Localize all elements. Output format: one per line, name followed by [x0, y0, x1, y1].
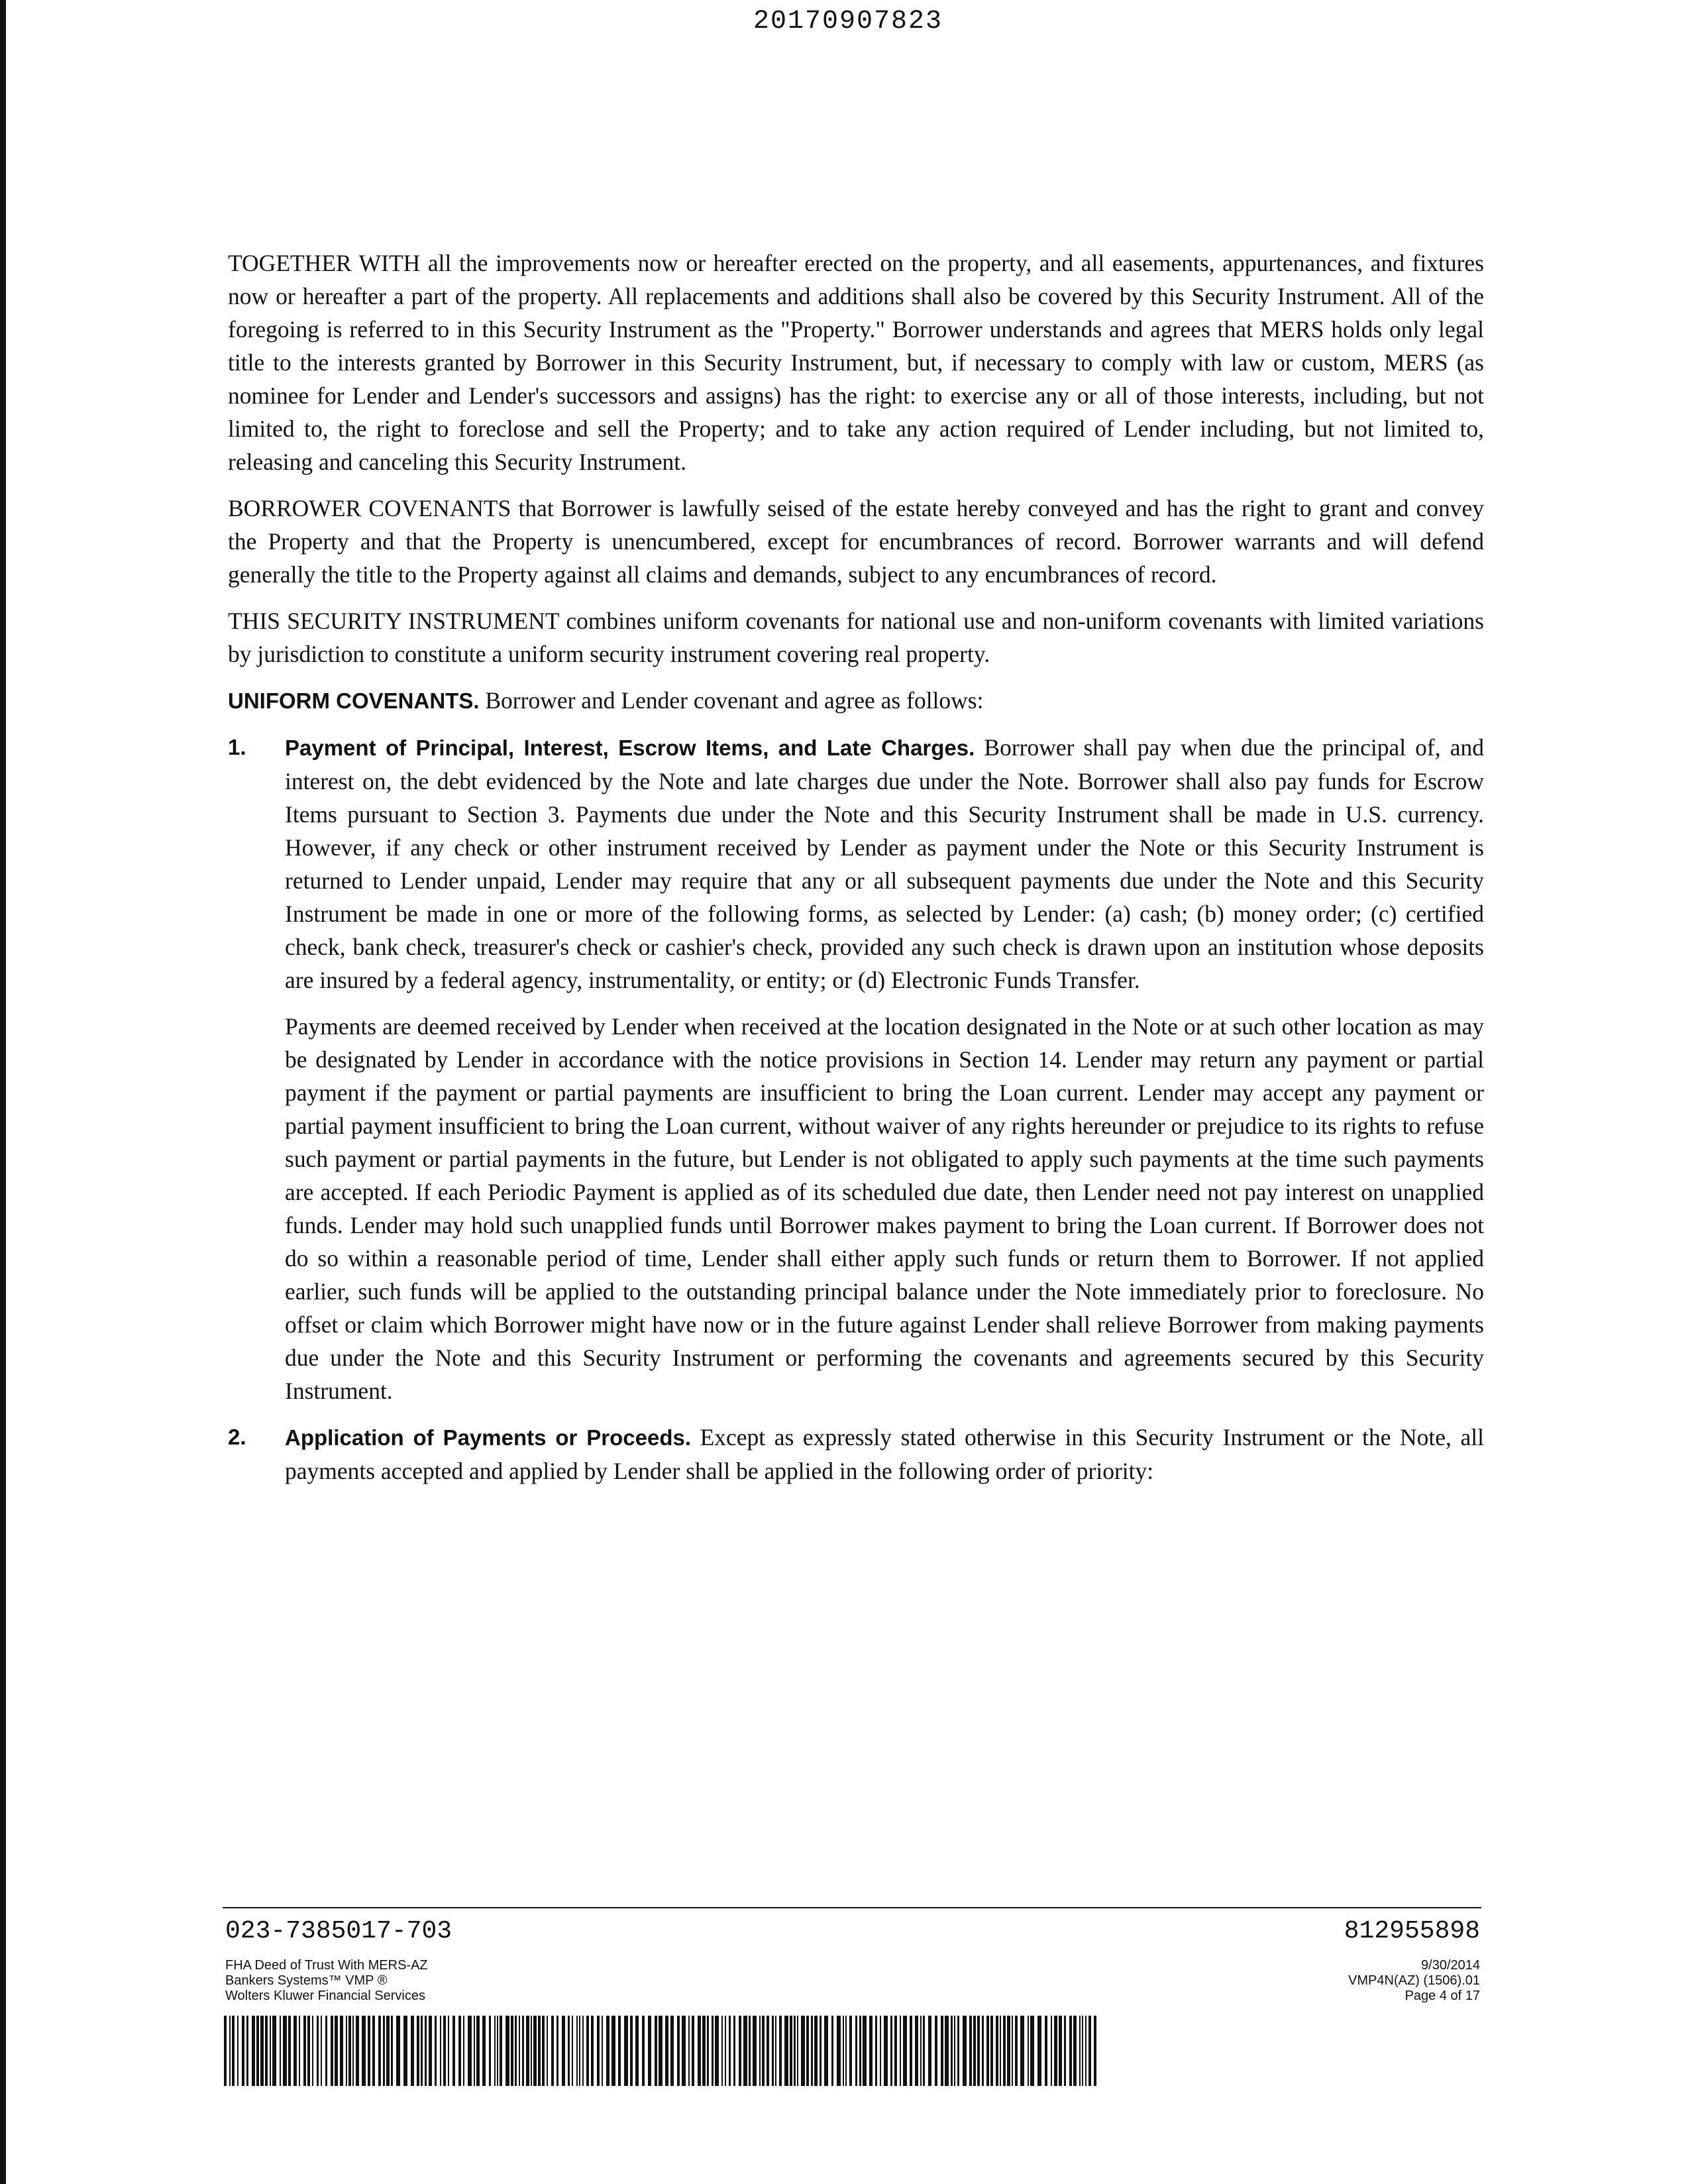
barcode-bar — [659, 2016, 662, 2086]
covenant-number: 1. — [228, 735, 246, 759]
barcode-bar — [712, 2016, 714, 2086]
barcode-bar — [463, 2016, 464, 2086]
barcode-bar — [522, 2016, 524, 2086]
barcode-bar — [606, 2016, 610, 2086]
barcode-bar — [1051, 2016, 1052, 2086]
barcode-bar — [702, 2016, 706, 2086]
uniform-covenants-paragraph — [228, 684, 1484, 718]
barcode-bar — [1094, 2016, 1096, 2086]
barcode-bar — [982, 2016, 984, 2086]
barcode-bar — [749, 2016, 751, 2086]
barcode-bar — [869, 2016, 873, 2086]
barcode-bar — [511, 2016, 513, 2086]
barcode-bar — [648, 2016, 651, 2086]
barcode-bar — [996, 2016, 998, 2086]
covenant-text: Borrower shall pay when due the principal of, and interest on, the debt evidenced by the Note and late charges due under the Note. Borrower shall also pay funds for Escrow Items pursuant to Section 3. Payments due under the Note and this Security Instrument shall be made in U.S. currency. However, if any check or other instrument received by Lender as payment under the Note or this Security Instrument is returned to Lender unpaid, Lender may require that any or all subsequent payments due under the Note and this Security Instrument be made in one or more of the following forms, as selected by Lender: (a) cash; (b) money order; (c) certified check, bank check, treasurer's check or cashier's check, provided any such check is drawn upon an institution whose deposits are insured by a federal agency, instrumentality, or entity; or (d) Electronic Funds Transfer. — [285, 734, 1484, 993]
barcode-bar — [894, 2016, 897, 2086]
barcode-bar — [270, 2016, 271, 2086]
barcode-bar — [986, 2016, 989, 2086]
uniform-covenants-intro: Borrower and Lender covenant and agree as follows: — [485, 687, 984, 714]
barcode-bar — [386, 2016, 390, 2086]
barcode-bar — [303, 2016, 306, 2086]
barcode-bar — [1085, 2016, 1086, 2086]
barcode-bar — [824, 2016, 828, 2086]
barcode-bar — [954, 2016, 955, 2086]
barcode-bar — [280, 2016, 281, 2086]
loan-number: 023-7385017-703 — [225, 1917, 452, 1945]
barcode-bar — [677, 2016, 680, 2086]
borrower-covenants-paragraph: BORROWER COVENANTS that Borrower is lawfully seised of the estate hereby conveyed and has the right to grant and convey the Property and that the Property is unencumbered, except for encumbrances of record. Borrower warrants and will defend generally the title to the Property against all claims and demands, subject to any encumbrances of record. — [228, 495, 1484, 588]
barcode-bar — [1073, 2016, 1077, 2086]
barcode-bar — [505, 2016, 509, 2086]
barcode-bar — [403, 2016, 407, 2086]
barcode-bar — [497, 2016, 498, 2086]
barcode-bar — [630, 2016, 633, 2086]
barcode-bar — [624, 2016, 628, 2086]
barcode-bar — [1059, 2016, 1062, 2086]
barcode-bar — [489, 2016, 491, 2086]
barcode-bar — [547, 2016, 548, 2086]
barcode-bar — [977, 2016, 980, 2086]
barcode-bar — [562, 2016, 565, 2086]
barcode-bar — [910, 2016, 912, 2086]
barcode-bar — [352, 2016, 354, 2086]
barcode-bar — [579, 2016, 580, 2086]
barcode-bar — [941, 2016, 943, 2086]
together-with-paragraph: TOGETHER WITH all the improvements now or hereafter erected on the property, and all easements, appurtenances, and fixtures now or hereafter a part of the property. All replacements and additions shall also be covered by this Security Instrument. All of the foregoing is referred to in this Security Instrument as the "Property." Borrower understands and agrees that MERS holds only legal title to the interests granted by Borrower in this Security Instrument, but, if necessary to comply with law or custom, MERS (as nominee for Lender and Lender's successors and assigns) has the right: to exercise any or all of those interests, including, but not limited to, the right to foreclose and sell the Property; and to take any action required of Lender including, but not limited to, releasing and canceling this Security Instrument. — [228, 250, 1484, 475]
barcode-bar — [729, 2016, 731, 2086]
barcode-bar — [618, 2016, 621, 2086]
barcode-bar — [903, 2016, 907, 2086]
barcode-bar — [814, 2016, 818, 2086]
barcode-bar — [837, 2016, 841, 2086]
recording-number: 20170907823 — [753, 7, 943, 36]
barcode-bar — [875, 2016, 877, 2086]
barcode-bar — [715, 2016, 719, 2086]
barcode-bar — [597, 2016, 600, 2086]
barcode-bar — [1003, 2016, 1006, 2086]
barcode-bar — [743, 2016, 747, 2086]
barcode-bar — [246, 2016, 248, 2086]
barcode-bar — [283, 2016, 287, 2086]
barcode-bar — [383, 2016, 385, 2086]
barcode-bar — [429, 2016, 432, 2086]
barcode-bar — [935, 2016, 937, 2086]
covenant-title: Application of Payments or Proceeds. — [285, 1425, 691, 1450]
barcode-bar — [307, 2016, 310, 2086]
barcode-bar — [1064, 2016, 1066, 2086]
barcode-bar — [421, 2016, 423, 2086]
barcode-bar — [1045, 2016, 1047, 2086]
barcode-bar — [655, 2016, 657, 2086]
form-date: 9/30/2014 — [1421, 1958, 1480, 1973]
barcode-bar — [707, 2016, 709, 2086]
barcode-bar — [538, 2016, 541, 2086]
barcode-bar — [542, 2016, 545, 2086]
barcode-bar — [725, 2016, 726, 2086]
barcode-bar — [1079, 2016, 1081, 2086]
barcode-bar — [849, 2016, 852, 2086]
footer-divider — [223, 1907, 1481, 1908]
form-name: FHA Deed of Trust With MERS-AZ — [225, 1958, 428, 1973]
barcode-bar — [515, 2016, 517, 2086]
barcode-bar — [476, 2016, 480, 2086]
barcode-bar — [482, 2016, 486, 2086]
barcode-bar — [779, 2016, 782, 2086]
barcode-bar — [317, 2016, 319, 2086]
barcode-bar — [586, 2016, 589, 2086]
barcode-bar — [1012, 2016, 1013, 2086]
barcode-bar — [739, 2016, 741, 2086]
barcode-bar — [551, 2016, 554, 2086]
barcode-bar — [721, 2016, 723, 2086]
barcode-bar — [920, 2016, 922, 2086]
barcode-bar — [448, 2016, 449, 2086]
min-number: 812955898 — [1344, 1917, 1480, 1945]
barcode-bar — [753, 2016, 757, 2086]
barcode-bar — [688, 2016, 690, 2086]
barcode-bar — [591, 2016, 594, 2086]
barcode-bar — [928, 2016, 931, 2086]
barcode-bar — [1088, 2016, 1091, 2086]
barcode-bar — [1082, 2016, 1083, 2086]
barcode-bar — [951, 2016, 953, 2086]
barcode-bar — [772, 2016, 774, 2086]
barcode-bar — [396, 2016, 400, 2086]
barcode-bar — [556, 2016, 558, 2086]
barcode-bar — [256, 2016, 259, 2086]
barcode-bar — [682, 2016, 686, 2086]
barcode-bar — [973, 2016, 976, 2086]
barcode-bar — [576, 2016, 578, 2086]
barcode-bar — [533, 2016, 537, 2086]
barcode-bar — [572, 2016, 573, 2086]
barcode-bar — [362, 2016, 366, 2086]
barcode-bar — [611, 2016, 615, 2086]
barcode-bar — [272, 2016, 276, 2086]
barcode-bar — [232, 2016, 235, 2086]
barcode-bar — [843, 2016, 844, 2086]
barcode-bar — [474, 2016, 475, 2086]
form-publisher: Wolters Kluwer Financial Services — [225, 1989, 425, 2003]
barcode-bar — [346, 2016, 347, 2086]
scan-edge-bar — [0, 0, 6, 2184]
barcode-bar — [806, 2016, 809, 2086]
barcode-bar — [1000, 2016, 1001, 2086]
barcode-bar — [288, 2016, 291, 2086]
barcode-bar — [670, 2016, 674, 2086]
barcode-bar — [312, 2016, 313, 2086]
barcode — [224, 2016, 1100, 2086]
barcode-bar — [331, 2016, 333, 2086]
barcode-bar — [1020, 2016, 1024, 2086]
barcode-bar — [990, 2016, 993, 2086]
barcode-bar — [945, 2016, 949, 2086]
barcode-bar — [458, 2016, 461, 2086]
barcode-bar — [325, 2016, 327, 2086]
barcode-bar — [969, 2016, 972, 2086]
page-number: Page 4 of 17 — [1404, 1989, 1480, 2003]
barcode-bar — [452, 2016, 455, 2086]
barcode-bar — [665, 2016, 668, 2086]
barcode-bar — [1028, 2016, 1029, 2086]
barcode-bar — [348, 2016, 351, 2086]
security-instrument-paragraph: THIS SECURITY INSTRUMENT combines uniform covenants for national use and non-uniform covenants with limited variations by jurisdiction to constitute a uniform security instrument covering real property. — [228, 608, 1484, 667]
form-info-right — [1348, 1958, 1480, 2004]
barcode-bar — [831, 2016, 833, 2086]
barcode-bar — [1037, 2016, 1041, 2086]
barcode-bar — [1007, 2016, 1010, 2086]
barcode-bar — [859, 2016, 861, 2086]
barcode-bar — [468, 2016, 472, 2086]
barcode-bar — [260, 2016, 264, 2086]
covenant-2 — [228, 1421, 1484, 1488]
barcode-bar — [582, 2016, 584, 2086]
barcode-bar — [767, 2016, 769, 2086]
barcode-bar — [494, 2016, 496, 2086]
form-info-left — [225, 1958, 428, 2004]
barcode-bar — [526, 2016, 529, 2086]
barcode-bar — [797, 2016, 798, 2086]
barcode-bar — [698, 2016, 701, 2086]
barcode-bar — [884, 2016, 888, 2086]
form-code: VMP4N(AZ) (1506).01 — [1348, 1973, 1480, 1988]
barcode-bar — [425, 2016, 427, 2086]
uniform-covenants-heading: UNIFORM COVENANTS. — [228, 688, 480, 713]
barcode-bar — [372, 2016, 375, 2086]
barcode-bar — [1054, 2016, 1057, 2086]
barcode-bar — [863, 2016, 867, 2086]
barcode-bar — [642, 2016, 645, 2086]
barcode-bar — [900, 2016, 901, 2086]
barcode-bar — [855, 2016, 857, 2086]
barcode-bar — [335, 2016, 338, 2086]
barcode-bar — [411, 2016, 414, 2086]
barcode-bar — [784, 2016, 788, 2086]
covenant-text: Except as expressly stated otherwise in this Security Instrument or the Note, all payments accepted and applied by Lender shall be applied in the following order of priority: — [285, 1424, 1484, 1484]
barcode-bar — [1030, 2016, 1034, 2086]
document-body — [228, 246, 1484, 1501]
barcode-bar — [762, 2016, 765, 2086]
barcode-bar — [435, 2016, 437, 2086]
barcode-bar — [391, 2016, 393, 2086]
barcode-bar — [378, 2016, 381, 2086]
barcode-bar — [915, 2016, 918, 2086]
barcode-bar — [252, 2016, 255, 2086]
barcode-bar — [229, 2016, 231, 2086]
barcode-bar — [963, 2016, 967, 2086]
covenant-1-subparagraph: Payments are deemed received by Lender when received at the location designated in the Note or at such other location as may be designated by Lender in accordance with the notice provisions in Section 14. Lender may return any payment or partial payment if the payment or partial payments are insufficient to bring the Loan current. Lender may accept any payment or partial payment insufficient to bring the Loan current, without waiver of any rights hereunder or prejudice to its rights to refuse such payment or partial payments in the future, but Lender is not obligated to apply such payments at the time such payments are accepted. If each Periodic Payment is applied as of its scheduled due date, then Lender need not pay interest on unapplied funds. Lender may hold such unapplied funds until Borrower makes payment to bring the Loan current. If Borrower does not do so within a reasonable period of time, Lender shall either apply such funds or return them to Borrower. If not applied earlier, such funds will be applied to the outstanding principal balance under the Note immediately prior to foreclosure. No offset or claim which Borrower might have now or in the future against Lender shall relieve Borrower from making payments due under the Note and this Security Instrument or performing the covenants and agreements secured by this Security Instrument. — [285, 1013, 1484, 1404]
barcode-bar — [531, 2016, 532, 2086]
form-vendor: Bankers Systems™ VMP ® — [225, 1973, 388, 1988]
barcode-bar — [368, 2016, 370, 2086]
barcode-bar — [880, 2016, 881, 2086]
barcode-bar — [890, 2016, 892, 2086]
covenant-1 — [228, 731, 1484, 997]
barcode-bar — [443, 2016, 446, 2086]
barcode-bar — [293, 2016, 297, 2086]
barcode-bar — [265, 2016, 268, 2086]
covenant-title: Payment of Principal, Interest, Escrow Items, and Late Charges. — [285, 736, 975, 760]
barcode-bar — [602, 2016, 603, 2086]
barcode-bar — [692, 2016, 694, 2086]
barcode-bar — [242, 2016, 244, 2086]
barcode-bar — [299, 2016, 300, 2086]
covenant-number: 2. — [228, 1425, 246, 1449]
barcode-bar — [811, 2016, 813, 2086]
barcode-bar — [635, 2016, 639, 2086]
barcode-bar — [794, 2016, 796, 2086]
barcode-bar — [957, 2016, 959, 2086]
barcode-bar — [321, 2016, 322, 2086]
barcode-bar — [417, 2016, 419, 2086]
barcode-bar — [733, 2016, 735, 2086]
barcode-bar — [845, 2016, 847, 2086]
barcode-bar — [759, 2016, 761, 2086]
barcode-bar — [820, 2016, 822, 2086]
barcode-bar — [568, 2016, 570, 2086]
barcode-bar — [340, 2016, 343, 2086]
barcode-bar — [440, 2016, 441, 2086]
barcode-bar — [519, 2016, 520, 2086]
barcode-bar — [356, 2016, 359, 2086]
barcode-bar — [775, 2016, 776, 2086]
barcode-bar — [1069, 2016, 1072, 2086]
barcode-bar — [801, 2016, 805, 2086]
barcode-bar — [923, 2016, 925, 2086]
barcode-bar — [237, 2016, 238, 2086]
barcode-bar — [1015, 2016, 1018, 2086]
barcode-bar — [500, 2016, 502, 2086]
barcode-bar — [224, 2016, 227, 2086]
barcode-bar — [790, 2016, 792, 2086]
